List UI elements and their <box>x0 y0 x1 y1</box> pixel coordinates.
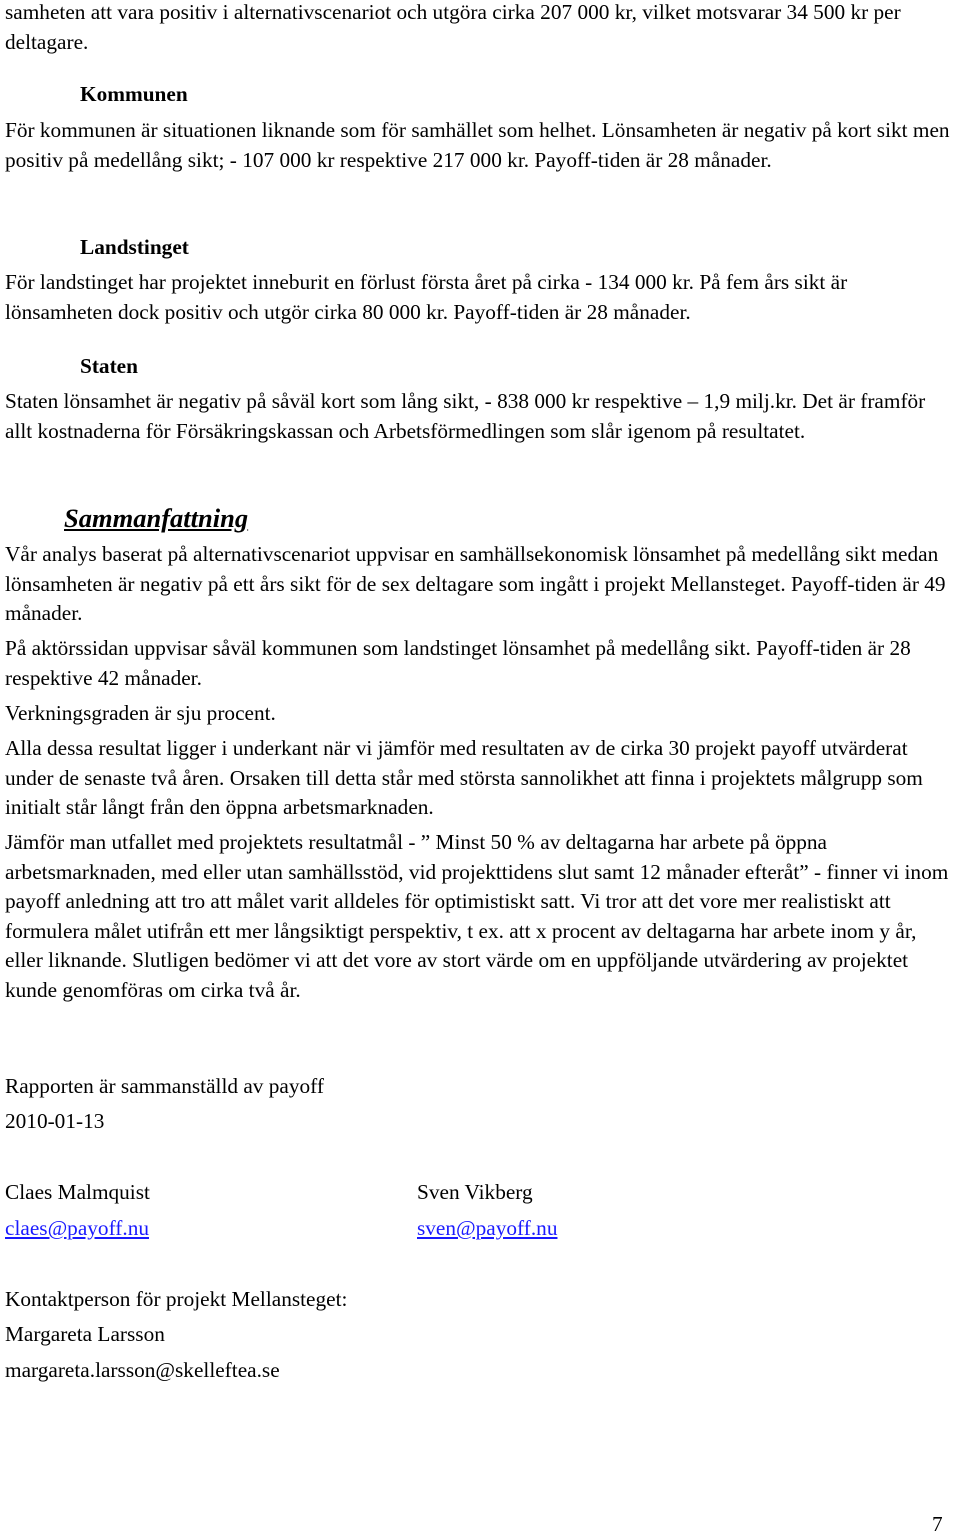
staten-paragraph: Staten lönsamhet är negativ på såväl kort som lång sikt, - 838 000 kr respektive – 1,9 milj.kr. Det är framför allt kostnaderna för Försäkringskassan och Arbetsförmedlingen som slår igenom på resultatet. <box>5 389 926 443</box>
author-email-sven-link[interactable]: sven@payoff.nu <box>417 1216 558 1240</box>
author-email-claes-link[interactable]: claes@payoff.nu <box>5 1216 149 1240</box>
heading-staten: Staten <box>80 354 138 378</box>
summary-paragraph-3: Verkningsgraden är sju procent. <box>5 701 276 725</box>
report-date: 2010-01-13 <box>5 1109 105 1133</box>
page-number: 7 <box>932 1512 943 1536</box>
contact-label: Kontaktperson för projekt Mellansteget: <box>5 1287 348 1311</box>
author-name-sven: Sven Vikberg <box>417 1180 533 1204</box>
author-name-claes: Claes Malmquist <box>5 1180 150 1204</box>
heading-kommunen: Kommunen <box>80 82 188 106</box>
heading-landstinget: Landstinget <box>80 235 189 259</box>
summary-paragraph-4: Alla dessa resultat ligger i underkant när vi jämför med resultaten av de cirka 30 projekt payoff utvärderat under de senaste två åren. Orsaken till detta står med största sannolikhet att finna i projektets målgrupp som initialt står långt från den öppna arbetsmarknaden. <box>5 736 923 820</box>
intro-paragraph: samheten att vara positiv i alternativscenariot och utgöra cirka 207 000 kr, vilket motsvarar 34 500 kr per deltagare. <box>5 0 901 54</box>
compiled-by-line: Rapporten är sammanställd av payoff <box>5 1074 324 1098</box>
summary-paragraph-2: På aktörssidan uppvisar såväl kommunen som landstinget lönsamhet på medellång sikt. Payoff-tiden är 28 respektive 42 månader. <box>5 636 911 690</box>
landstinget-paragraph: För landstinget har projektet inneburit en förlust första året på cirka - 134 000 kr. På fem års sikt är lönsamheten dock positiv och utgör cirka 80 000 kr. Payoff-tiden är 28 månader. <box>5 270 848 324</box>
contact-name: Margareta Larsson <box>5 1322 165 1346</box>
heading-sammanfattning: Sammanfattning <box>64 503 249 533</box>
summary-paragraph-5: Jämför man utfallet med projektets resultatmål - ” Minst 50 % av deltagarna har arbete på öppna arbetsmarknaden, med eller utan samhällsstöd, vid projekttidens slut samt 12 månader efteråt” - finner vi inom payoff anledning att tro att målet varit alldeles för optimistiskt satt. Vi tror att det vore mer realistiskt att formulera målet utifrån ett mer långsiktigt perspektiv, t ex. att x procent av deltagarna har arbete inom y år, eller liknande. Slutligen bedömer vi att det vore av stort värde om en uppföljande utvärdering av projektet kunde genomföras om cirka två år. <box>5 830 949 1002</box>
kommunen-paragraph: För kommunen är situationen liknande som för samhället som helhet. Lönsamheten är negativ på kort sikt men positiv på medellång sikt; - 107 000 kr respektive 217 000 kr. Payoff-tiden är 28 månader. <box>5 118 950 172</box>
contact-email: margareta.larsson@skelleftea.se <box>5 1358 280 1382</box>
summary-paragraph-1: Vår analys baserat på alternativscenariot uppvisar en samhällsekonomisk lönsamhet på medellång sikt medan lönsamheten är negativ på ett års sikt för de sex deltagare som ingått i projekt Mellansteget. Payoff-tiden är 49 månader. <box>5 542 946 626</box>
